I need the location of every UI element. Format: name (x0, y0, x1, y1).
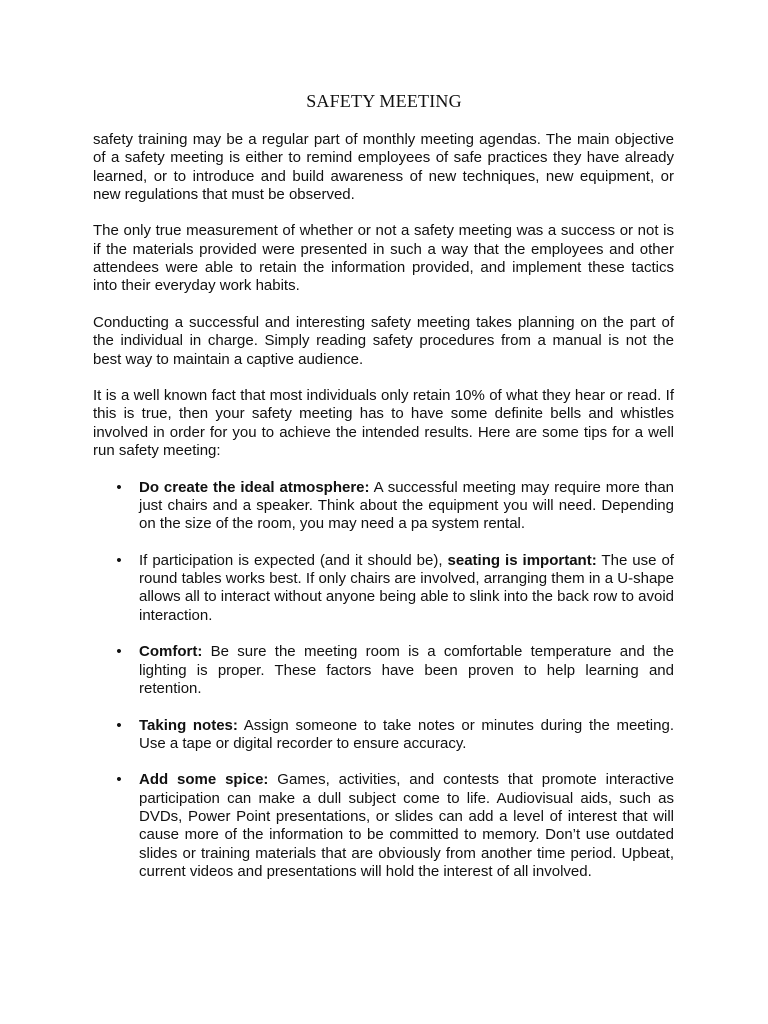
bullet-icon: • (116, 551, 122, 569)
list-item (93, 717, 674, 754)
list-item-heading: Taking notes: (139, 716, 238, 734)
list-item-heading: Comfort: (139, 643, 203, 661)
bullet-icon: • (116, 716, 122, 734)
page-title: SAFETY MEETING (306, 91, 462, 111)
list-item-text: Be sure the meeting room is a comfortable temperature and the lighting is proper. These factors have been proven to help learning and retention. (139, 643, 674, 697)
list-item-text: Assign someone to take notes or minutes during the meeting. Use a tape or digital recorder to ensure accuracy. (139, 716, 674, 752)
list-item-heading: Do create the ideal atmosphere: (139, 478, 370, 496)
list-item-text: A successful meeting may require more than just chairs and a speaker. Think about the equipment you will need. Depending on the size of the room, you may need a pa system rental. (139, 478, 675, 533)
list-item-heading: seating is important: (447, 551, 597, 569)
paragraph-measurement: The only true measurement of whether or not a safety meeting was a success or not is if the materials provided were presented in such a way that the employees and other attendees were able to retain the information provided, and implement these tactics into their everyday work habits. (93, 222, 674, 295)
list-item-text: The use of round tables works best. If only chairs are involved, arranging them in a U-shape allows all to interact without anyone being able to slink into the back row to avoid interaction. (139, 551, 674, 624)
list-item (93, 479, 674, 534)
list-item (93, 771, 674, 881)
bullet-icon: • (116, 643, 122, 661)
paragraph-planning: Conducting a successful and interesting safety meeting takes planning on the part of the individual in charge. Simply reading safety procedures from a manual is not the best way to maintain a captive audience. (93, 313, 674, 368)
list-item-heading: Add some spice: (139, 771, 269, 789)
bullet-icon: • (116, 478, 122, 496)
paragraph-intro: safety training may be a regular part of monthly meeting agendas. The main objective of a safety meeting is either to remind employees of safe practices they have already learned, or to introduce and build awareness of new techniques, new equipment, or new regulations that must be observed. (93, 131, 674, 203)
list-item (93, 643, 674, 698)
list-item (93, 552, 674, 625)
list-item-pre: If participation is expected (and it should be), (139, 551, 448, 569)
tips-list (93, 479, 674, 882)
list-item-text: Games, activities, and contests that promote interactive participation can make a dull subject come to life. Audiovisual aids, such as DVDs, Power Point presentations, or slides can add a level of interest that will cause more of the information to be committed to memory. Don’t use outdated slides or training materials that are obviously from another time period. Upbeat, current videos and presentations will hold the interest of all involved. (139, 771, 675, 880)
document-body (93, 131, 674, 899)
paragraph-tips-intro: It is a well known fact that most individuals only retain 10% of what they hear or read. If this is true, then your safety meeting has to have some definite bells and whistles involved in order for you to achieve the intended results. Here are some tips for a well run safety meeting: (93, 387, 674, 460)
bullet-icon: • (116, 771, 122, 789)
